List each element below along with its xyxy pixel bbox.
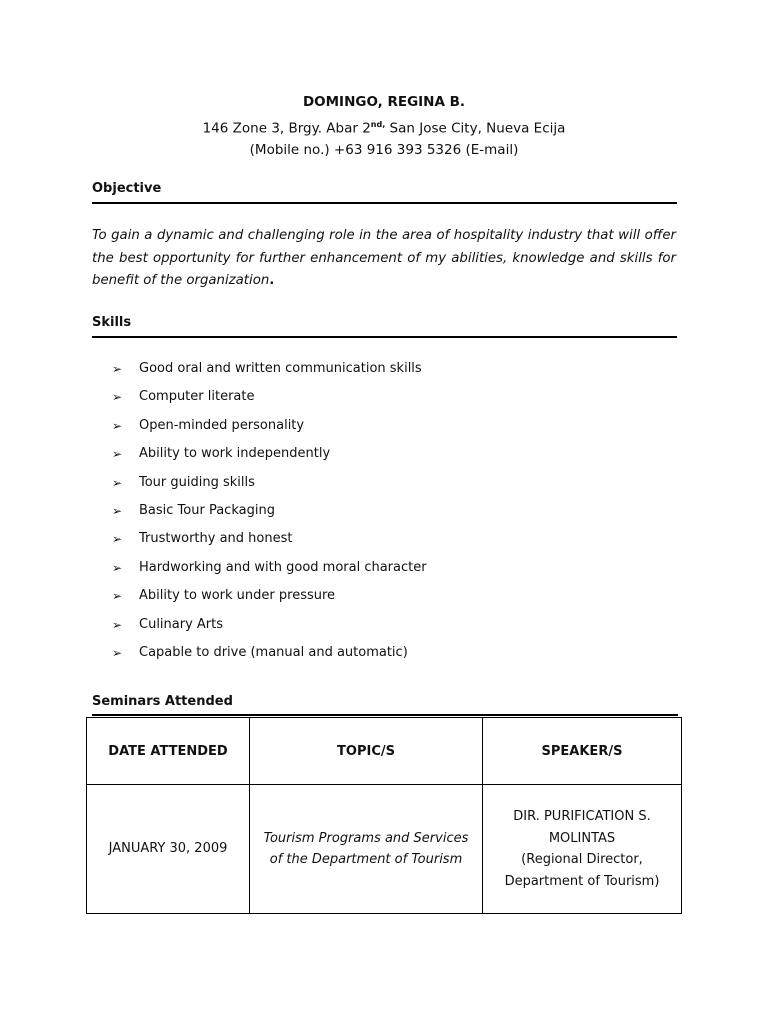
resume-header — [0, 92, 768, 161]
objective-text — [92, 225, 676, 293]
arrow-bullet-icon: ➢ — [112, 447, 123, 462]
seminar-speaker — [483, 785, 682, 914]
arrow-bullet-icon: ➢ — [112, 645, 123, 660]
skills-heading: Skills — [92, 315, 677, 338]
seminar-date: JANUARY 30, 2009 — [87, 785, 250, 914]
arrow-bullet-icon: ➢ — [112, 560, 123, 575]
arrow-bullet-icon: ➢ — [112, 589, 123, 604]
list-item — [112, 529, 427, 557]
speaker-name: DIR. PURIFICATION S. MOLINTAS — [513, 809, 651, 846]
list-item — [112, 586, 427, 614]
skill-label: Good oral and written communication skills — [139, 361, 422, 376]
speaker-title: (Regional Director, Department of Tourism) — [504, 852, 660, 889]
arrow-bullet-icon: ➢ — [112, 418, 123, 433]
seminars-table — [86, 717, 682, 914]
seminars-heading: Seminars Attended — [92, 694, 678, 716]
list-item — [112, 359, 427, 387]
arrow-bullet-icon: ➢ — [112, 475, 123, 490]
contact-line: (Mobile no.) +63 916 393 5326 (E-mail) — [249, 141, 519, 158]
arrow-bullet-icon: ➢ — [112, 617, 123, 632]
column-header-speaker: SPEAKER/S — [483, 718, 682, 785]
list-item — [112, 444, 427, 472]
address-superscript: nd, — [370, 119, 386, 129]
column-header-topic: TOPIC/S — [250, 718, 483, 785]
arrow-bullet-icon: ➢ — [112, 390, 123, 405]
table-row — [87, 785, 682, 914]
objective-period: . — [269, 273, 275, 288]
skill-label: Culinary Arts — [139, 616, 224, 632]
skill-label: Ability to work under pressure — [139, 588, 336, 604]
skill-label: Computer literate — [139, 389, 255, 405]
objective-heading: Objective — [92, 181, 677, 204]
list-item — [112, 473, 427, 501]
list-item — [112, 615, 427, 643]
list-item — [112, 558, 427, 586]
skill-label: Capable to drive (manual and automatic) — [139, 644, 408, 660]
column-header-date: DATE ATTENDED — [87, 718, 250, 785]
list-item — [112, 416, 427, 444]
list-item — [112, 643, 427, 671]
seminars-header-row — [87, 718, 682, 785]
skill-label: Open-minded personality — [139, 417, 305, 433]
skills-list — [112, 359, 427, 671]
skill-label: Tour guiding skills — [139, 474, 255, 490]
arrow-bullet-icon: ➢ — [112, 503, 123, 518]
address-text: 146 Zone 3, Brgy. Abar 2 — [202, 120, 371, 136]
arrow-bullet-icon: ➢ — [112, 532, 123, 547]
seminar-topic: Tourism Programs and Services of the Department of Tourism — [250, 785, 483, 914]
applicant-name: DOMINGO, REGINA B. — [302, 94, 466, 110]
objective-body: To gain a dynamic and challenging role in the area of hospitality industry that will offer the best opportunity for further enhancement of my abilities, knowledge and skills for benefit of the organization — [92, 228, 676, 288]
arrow-bullet-icon: ➢ — [112, 362, 123, 376]
skill-label: Ability to work independently — [139, 446, 331, 462]
list-item — [112, 501, 427, 529]
skill-label: Basic Tour Packaging — [139, 502, 275, 518]
skill-label: Trustworthy and honest — [139, 531, 293, 547]
address-line — [0, 114, 768, 140]
skill-label: Hardworking and with good moral character — [139, 559, 427, 575]
address-city: San Jose City, Nueva Ecija — [385, 120, 566, 136]
list-item — [112, 387, 427, 415]
